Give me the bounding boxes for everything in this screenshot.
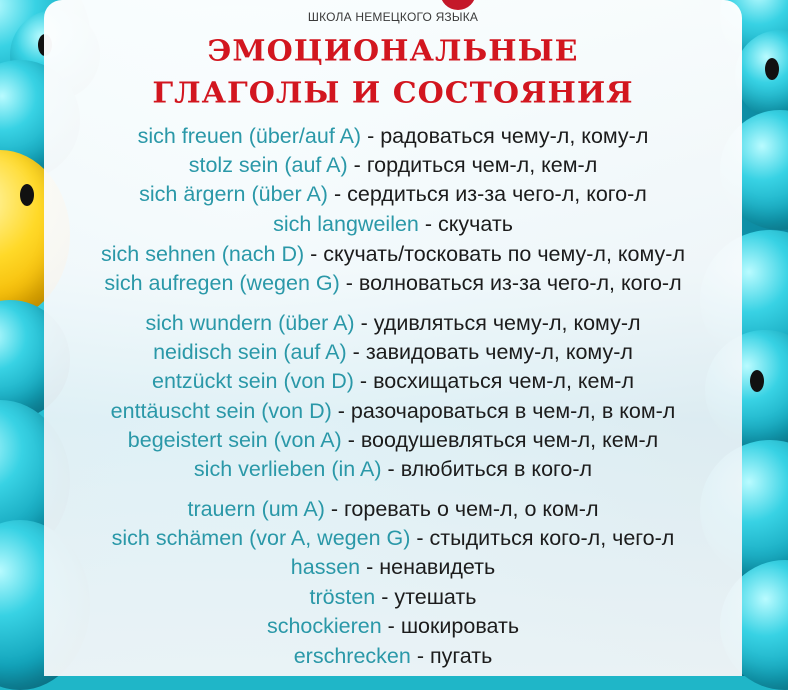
separator: -	[330, 497, 339, 521]
title-line-1: ЭМОЦИОНАЛЬНЫЕ	[207, 34, 579, 69]
german-term: sich ärgern (über A)	[139, 182, 328, 206]
german-term: sich schämen (vor A, wegen G)	[111, 526, 411, 550]
vocab-row	[44, 495, 742, 524]
russian-translation: утешать	[394, 585, 477, 609]
separator: -	[416, 644, 424, 668]
german-term: hassen	[290, 555, 361, 579]
russian-translation: скучать	[438, 212, 513, 236]
russian-translation: сердиться из-за чего-л, кого-л	[347, 182, 647, 206]
separator: -	[347, 428, 355, 452]
vocab-row	[44, 524, 742, 553]
russian-translation: скучать/тосковать по чему-л, кому-л	[323, 242, 685, 266]
german-term: sich verlieben (in A)	[193, 457, 382, 481]
vocab-row	[44, 151, 742, 180]
german-term: stolz sein (auf A)	[188, 153, 348, 177]
separator: -	[387, 457, 395, 481]
smiley-eye-icon	[20, 184, 34, 206]
vocab-row	[44, 309, 742, 338]
vocab-row	[44, 553, 742, 582]
vocab-row	[44, 455, 742, 484]
german-term: neidisch sein (auf A)	[153, 340, 347, 364]
german-term: sich freuen (über/auf A)	[137, 124, 362, 148]
smiley-eye-icon	[750, 370, 764, 392]
german-term: enttäuscht sein (von D)	[110, 399, 332, 423]
separator: -	[367, 124, 375, 148]
title-line-2: ГЛАГОЛЫ И СОСТОЯНИЯ	[152, 76, 634, 111]
separator: -	[359, 369, 368, 393]
vocab-row	[44, 426, 742, 455]
german-term: entzückt sein (von D)	[151, 369, 354, 393]
russian-translation: волноваться из-за чего-л, кого-л	[358, 271, 682, 295]
russian-translation: ненавидеть	[379, 555, 496, 579]
german-term: schockieren	[266, 614, 382, 638]
german-term: trösten	[309, 585, 376, 609]
separator: -	[424, 212, 433, 236]
russian-translation: горевать о чем-л, о ком-л	[344, 497, 599, 521]
separator: -	[366, 555, 374, 579]
separator: -	[381, 585, 389, 609]
vocab-row	[44, 210, 742, 239]
russian-translation: воодушевляться чем-л, кем-л	[360, 428, 659, 452]
separator: -	[360, 311, 368, 335]
german-term: begeistert sein (von A)	[127, 428, 342, 452]
vocab-row	[44, 367, 742, 396]
separator: -	[353, 153, 361, 177]
german-term: erschrecken	[293, 644, 411, 668]
russian-translation: удивляться чему-л, кому-л	[373, 311, 641, 335]
russian-translation: завидовать чему-л, кому-л	[365, 340, 633, 364]
vocab-row	[44, 397, 742, 426]
vocab-row	[44, 612, 742, 641]
vocab-row	[44, 122, 742, 151]
german-term: sich langweilen	[273, 212, 419, 236]
separator: -	[310, 242, 318, 266]
vocab-row	[44, 338, 742, 367]
separator: -	[333, 182, 342, 206]
russian-translation: пугать	[429, 644, 493, 668]
vocab-row	[44, 583, 742, 612]
separator: -	[387, 614, 395, 638]
school-name: ШКОЛА НЕМЕЦКОГО ЯЗЫКА	[307, 10, 479, 24]
russian-translation: разочароваться в чем-л, в ком-л	[350, 399, 676, 423]
russian-translation: шокировать	[400, 614, 520, 638]
german-term: sich sehnen (nach D)	[100, 242, 305, 266]
vocab-row	[44, 642, 742, 671]
vocabulary-card	[44, 0, 742, 676]
separator: -	[352, 340, 360, 364]
smiley-eye-icon	[765, 58, 779, 80]
german-term: trauern (um A)	[187, 497, 325, 521]
german-term: sich aufregen (wegen G)	[104, 271, 340, 295]
russian-translation: восхищаться чем-л, кем-л	[373, 369, 634, 393]
russian-translation: радоваться чему-л, кому-л	[380, 124, 649, 148]
vocab-row	[44, 180, 742, 209]
russian-translation: стыдиться кого-л, чего-л	[429, 526, 675, 550]
separator: -	[416, 526, 424, 550]
russian-translation: влюбиться в кого-л	[400, 457, 593, 481]
separator: -	[345, 271, 353, 295]
russian-translation: гордиться чем-л, кем-л	[366, 153, 598, 177]
vocab-row	[44, 240, 742, 269]
separator: -	[337, 399, 345, 423]
vocab-row	[44, 269, 742, 298]
german-term: sich wundern (über A)	[145, 311, 355, 335]
school-logo-mark	[440, 0, 476, 10]
